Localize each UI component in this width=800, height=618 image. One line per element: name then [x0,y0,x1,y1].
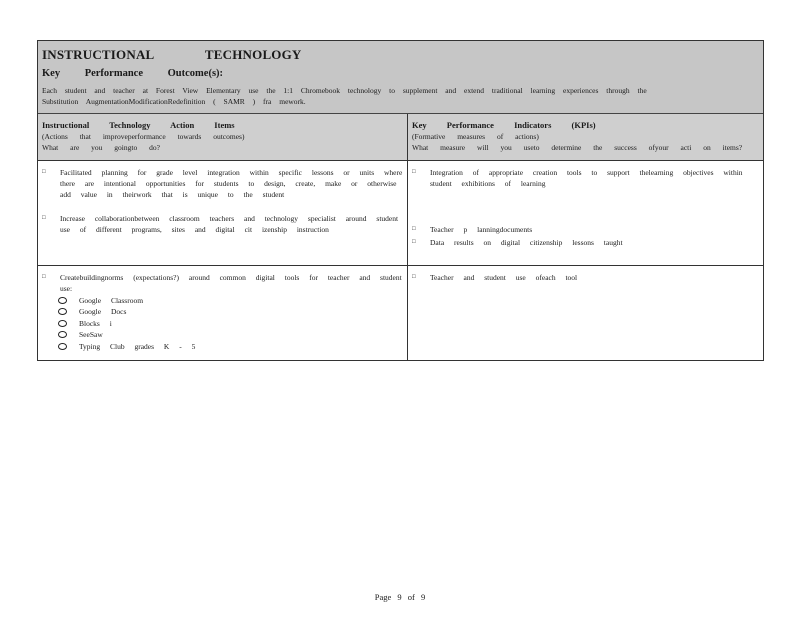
circle-bullet-icon [58,297,67,304]
table-row-1-actions [38,161,408,266]
checkbox-bullet-icon: □ [412,226,416,233]
tool-name: Typing Club grades K - 5 [79,341,196,351]
section-banner [38,41,763,114]
tool-item [58,329,403,341]
circle-bullet-icon [58,331,67,338]
kpi-title: Key Performance Indicators (KPIs) [412,120,596,130]
table-row-1-kpis [408,161,763,266]
action-item-text: Facilitated planning for grade level integration within specific lessons or units where there are intentional opportunities for students to design, create, make or otherwise add value in theirwork that is unique to the student [60,168,403,200]
list-item [412,237,759,248]
checkbox-bullet-icon: □ [412,169,416,175]
kpi-question: What measure will you useto determine the success ofyour acti on items? [412,143,743,153]
kpi-item-text: Teacher p lanningdocuments [430,225,533,235]
action-item-text: Increase collaborationbetween classroom teachers and technology specialist around student use of different programs, sites and digital cit izenship instruction [60,213,399,234]
tool-name: Blocks i [79,318,112,328]
tool-name: Google Docs [79,307,127,317]
list-item [42,167,403,201]
action-items-header [38,114,408,161]
circle-bullet-icon [58,343,67,350]
checkbox-bullet-icon: □ [42,169,46,175]
checkbox-bullet-icon: □ [412,238,416,245]
action-items-title: Instructional Technology Action Items [42,120,235,130]
kpi-item-text: Data results on digital citizenship lessons taught [430,237,623,247]
list-item [42,213,403,235]
table-row-2-kpis [408,266,763,361]
tool-name: SeeSaw [79,330,103,340]
section-subtitle: Key Performance Outcome(s): [42,68,224,79]
outcome-text-line-1: Each student and teacher at Forest View Elementary use the 1:1 Chromebook technology to supplement and extend traditional learning experiences through the [42,86,647,95]
action-items-question: What are you goingto do? [42,143,160,153]
tool-name: Google Classroom [79,295,144,305]
tool-item [58,317,403,329]
page-number: Page 9 of 9 [374,592,426,602]
checkbox-bullet-icon: □ [412,274,416,280]
kpi-desc: (Formative measures of actions) [412,132,539,142]
checkbox-bullet-icon: □ [42,214,46,221]
outcome-text-line-2: Substitution AugmentationModificationRedefinition ( SAMR ) fra mework. [42,97,306,106]
tool-item [58,294,403,306]
checkbox-bullet-icon: □ [42,274,46,280]
action-items-desc: (Actions that improveperformance towards outcomes) [42,132,245,142]
table-row-2-actions [38,266,408,361]
list-item [42,272,403,294]
section-title: INSTRUCTIONAL TECHNOLOGY [42,47,302,62]
circle-bullet-icon [58,320,67,327]
kpi-item-text: Integration of appropriate creation tools to support thelearning objectives within student exhibitions of learning [430,168,743,189]
list-item [412,224,759,235]
outcome-text [42,85,759,107]
tool-item [58,306,403,318]
kpi-header [408,114,763,161]
kpi-table [37,40,764,361]
list-item [412,167,759,189]
tool-item [58,340,403,352]
digital-tools-list [58,294,403,352]
list-item [412,272,759,283]
circle-bullet-icon [58,308,67,315]
kpi-item-text: Teacher and student use ofeach tool [430,273,578,282]
action-item-text: Createbuildingnorms (expectations?) around common digital tools for teacher and student use: [60,273,402,294]
